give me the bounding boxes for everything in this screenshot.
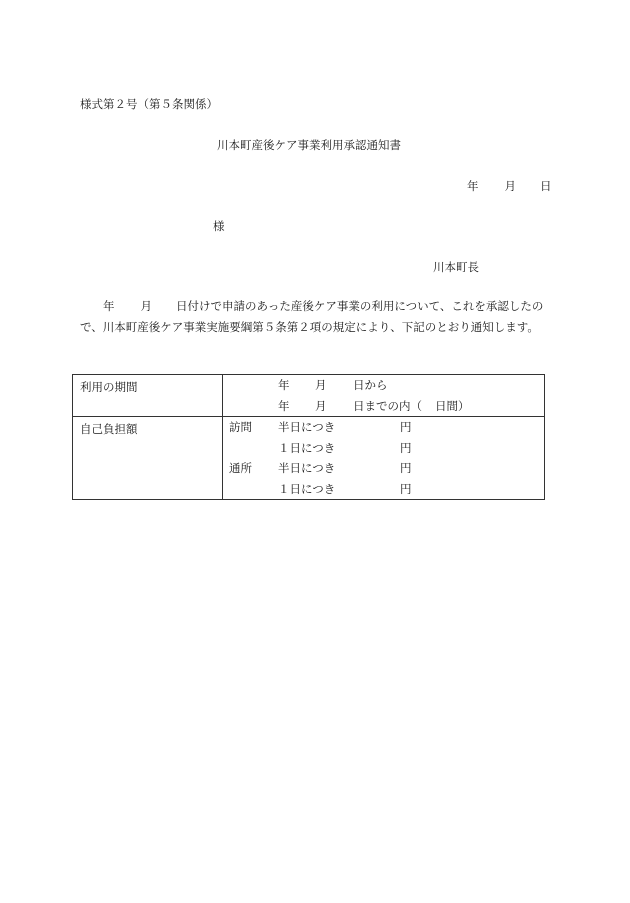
body-year: 年 [103, 299, 115, 313]
body-text: 日付けで申請のあった産後ケア事業の利用について、これを承認したので、川本町産後ケア事業実施要綱第５条第２項の規定により、下記のとおり通知します。 [80, 299, 544, 334]
period-value-cell [223, 375, 545, 417]
cost-label-cell [73, 417, 223, 500]
daycare-half-day-label: 半日につき [278, 461, 336, 475]
daycare-half-day [223, 458, 544, 479]
daycare-full-day [223, 479, 544, 500]
form-number: 様式第２号（第５条関係） [80, 97, 218, 111]
date-year: 年 [467, 179, 479, 193]
visit-half-day-yen: 円 [400, 420, 412, 434]
period-row [73, 375, 545, 417]
visit-half-day [223, 417, 544, 438]
period-from-month: 月 [315, 378, 327, 392]
period-from [223, 375, 544, 396]
visit-full-day [223, 438, 544, 459]
period-days: 日間） [435, 398, 470, 413]
visit-label: 訪問 [229, 420, 252, 434]
date-day: 日 [540, 179, 552, 193]
daycare-label: 通所 [229, 461, 252, 475]
period-to-month: 月 [315, 398, 327, 413]
daycare-full-day-yen: 円 [400, 481, 412, 496]
details-table [72, 374, 545, 500]
period-label-cell [73, 375, 223, 417]
period-label: 利用の期間 [80, 380, 138, 394]
cost-label: 自己負担額 [80, 422, 138, 436]
period-to-year: 年 [278, 398, 290, 413]
body-month: 月 [140, 299, 152, 313]
date-month: 月 [504, 179, 516, 193]
period-from-day: 日から [353, 378, 388, 392]
visit-half-day-label: 半日につき [278, 420, 336, 434]
visit-full-day-yen: 円 [400, 440, 412, 455]
daycare-half-day-yen: 円 [400, 461, 412, 475]
period-to [223, 396, 544, 417]
issue-date [467, 178, 552, 194]
notice-body [80, 296, 555, 338]
period-from-year: 年 [278, 378, 290, 392]
cost-row [73, 417, 545, 500]
addressee-suffix: 様 [213, 219, 225, 233]
issuer-name: 川本町長 [433, 260, 479, 274]
document-title: 川本町産後ケア事業利用承認通知書 [217, 138, 401, 152]
cost-value-cell [223, 417, 545, 500]
period-to-day: 日までの内（ [353, 398, 422, 413]
daycare-full-day-label: １日につき [278, 481, 336, 496]
visit-full-day-label: １日につき [278, 440, 336, 455]
